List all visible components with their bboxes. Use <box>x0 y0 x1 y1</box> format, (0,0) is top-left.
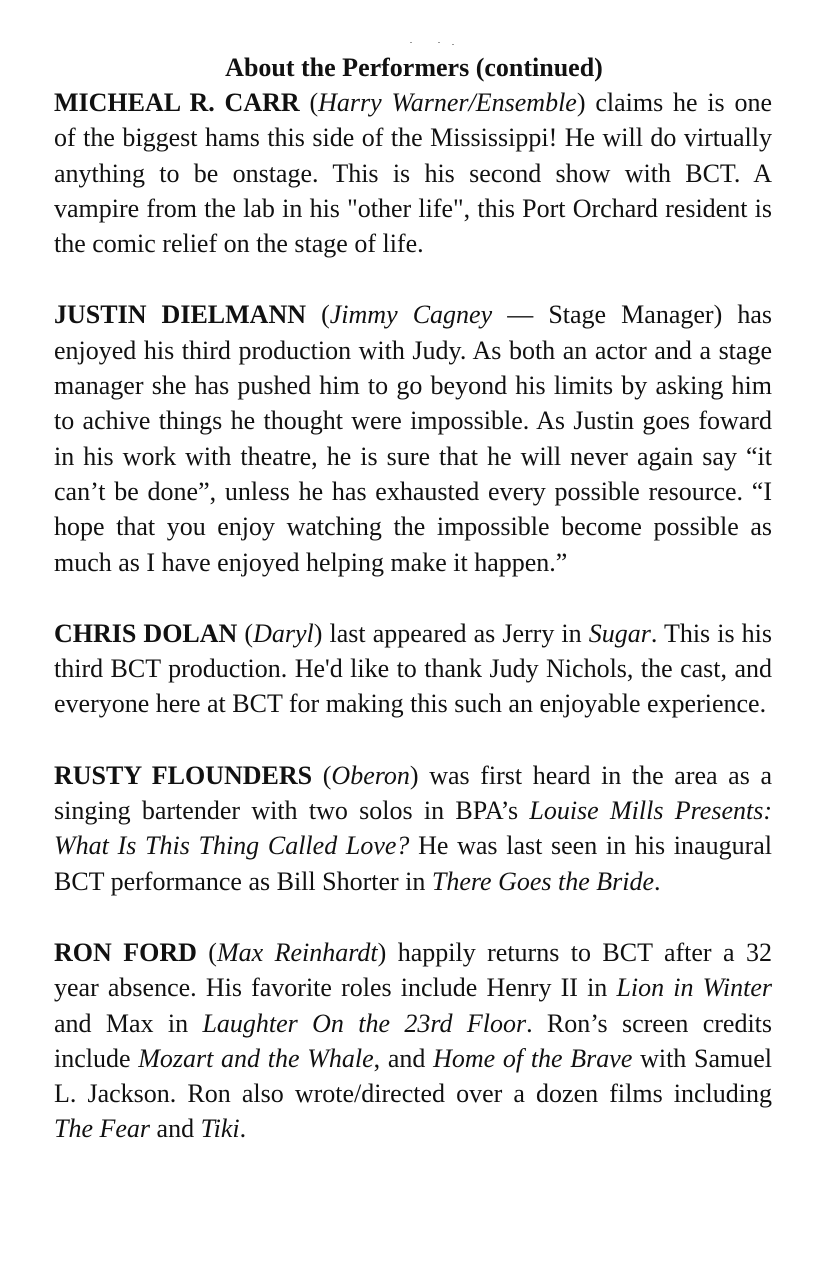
scan-speck <box>452 44 454 45</box>
show-title: Sugar <box>588 618 651 648</box>
performer-role: Daryl <box>253 618 314 648</box>
bio-text: . This is his third BCT production. He'd like to thank Judy Nichols, the cast, and everyone here at BCT for making this such an enjoyable experience. <box>54 618 773 719</box>
performer-role: Oberon <box>331 760 410 790</box>
page-title: About the Performers (continued) <box>225 53 603 82</box>
role-close: ) <box>576 88 596 117</box>
performer-role: Max Reinhardt <box>216 937 378 967</box>
film-title: The Fear <box>54 1114 151 1144</box>
film-title: Tiki <box>200 1114 240 1144</box>
film-title: Home of the Brave <box>433 1043 633 1073</box>
show-title: Lion in Winter <box>616 973 772 1003</box>
bio-text: happily returns to BCT after a 32 year absence. His favorite roles include Henry II in <box>54 937 772 1003</box>
role-open: ( <box>237 618 254 648</box>
bio-text: last appeared as Jerry in <box>329 618 589 648</box>
role-open: ( <box>299 88 319 117</box>
bio-text: . <box>239 1114 247 1144</box>
bio-justin-dielmann <box>54 297 772 579</box>
performer-role: Harry Warner/Ensemble <box>318 88 577 117</box>
performer-role: Jimmy Cagney <box>329 300 493 330</box>
performer-name: RON FORD <box>54 937 197 967</box>
role-close: ) <box>377 937 398 967</box>
bio-ron-ford <box>54 935 772 1147</box>
bio-text: , and <box>373 1043 434 1073</box>
scan-speck <box>410 42 412 43</box>
show-title: There Goes the Bride <box>431 866 655 896</box>
bio-rusty-flounders <box>54 758 772 899</box>
bio-text: has enjoyed his third production with Judy. As both an actor and a stage manager she has pushed him to go beyond his limits by asking him to achive things he thought were impossible. As Justin goes foward in his work with theatre, he is sure that he will never again say “it can’t be done”, unless he has exhausted every possible resource. “I hope that you enjoy watching the impossible become possible as much as I have enjoyed helping make it happen.” <box>54 300 772 577</box>
performer-name: JUSTIN DIELMANN <box>54 300 307 330</box>
bio-text: and <box>150 1114 201 1144</box>
bio-text: . <box>654 866 661 896</box>
bio-text: and Max in <box>54 1008 203 1038</box>
show-title: Louise Mills Presents: What Is This Thing Called Love? <box>54 796 772 861</box>
show-title: Laughter On the 23rd Floor <box>202 1008 527 1038</box>
film-title: Mozart and the Whale <box>138 1043 374 1073</box>
role-close: ) <box>409 760 430 790</box>
role-close: — Stage Manager) <box>492 300 738 330</box>
bio-text: claims he is one of the biggest hams this side of the Mississippi! He will do virtually anything to be onstage. This is his second show with BCT. A vampire from the lab in his "other life", this Port Orchard resident is the comic relief on the stage of life. <box>54 88 772 259</box>
performer-name: MICHEAL R. CARR <box>54 88 300 117</box>
role-open: ( <box>306 300 330 330</box>
program-page <box>54 50 772 1147</box>
bio-text: was first heard in the area as a singing bartender with two solos in BPA’s <box>54 760 772 826</box>
performer-name: CHRIS DOLAN <box>54 618 238 648</box>
bio-micheal-carr <box>54 85 772 261</box>
scan-speck <box>438 42 440 43</box>
bio-text: with Samuel L. Jackson. Ron also wrote/directed over a dozen films including <box>54 1043 772 1109</box>
role-close: ) <box>313 618 330 648</box>
role-open: ( <box>196 937 217 967</box>
performer-name: RUSTY FLOUNDERS <box>54 760 313 790</box>
bio-chris-dolan <box>54 616 772 722</box>
role-open: ( <box>312 760 332 790</box>
bio-text: He was last seen in his inaugural BCT performance as Bill Shorter in <box>54 831 772 896</box>
bio-text: . Ron’s screen credits include <box>54 1008 773 1073</box>
